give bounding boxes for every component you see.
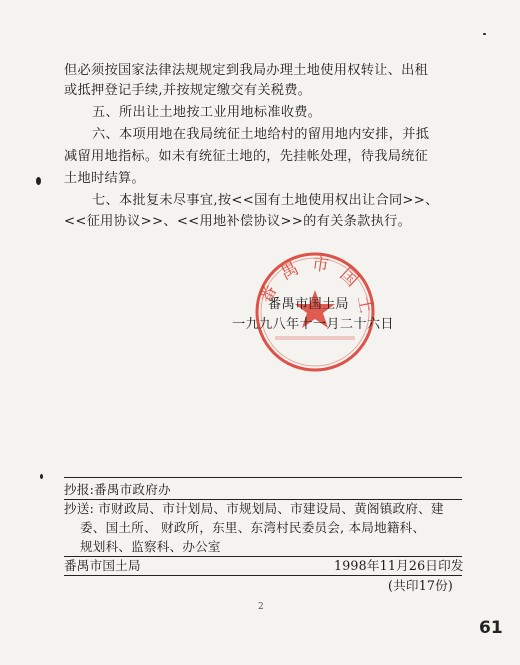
copy-to-line-3: 规划科、监察科、办公室 xyxy=(80,539,221,554)
body-line-6: 土地时结算。 xyxy=(64,171,145,186)
issuer-signature: 番禺市国土局 xyxy=(268,297,349,312)
book-page-number: 61 xyxy=(479,618,503,638)
copy-to-line-1: 抄送: 市财政局、市计划局、市规划局、市建设局、黄阁镇政府、建 xyxy=(64,501,444,516)
body-line-5: 减留用地指标。如未有统征土地的，先挂帐处理，待我局统征 xyxy=(64,149,429,164)
footer-issuer: 番禺市国土局 xyxy=(64,558,141,573)
body-line-8: <<征用协议>>、<<用地补偿协议>>的有关条款执行。 xyxy=(64,214,412,229)
body-line-3: 五、所出让土地按工业用地标准收费。 xyxy=(92,105,322,120)
report-to: 抄报:番禺市政府办 xyxy=(64,482,171,497)
scan-speck xyxy=(483,33,486,35)
inner-page-number: 2 xyxy=(258,602,264,612)
body-line-7: 七、本批复未尽事宜,按<<国有土地使用权出让合同>>、 xyxy=(92,193,439,208)
copy-to-line-2: 委、国土所、 财政所，东里、东湾村民委员会, 本局地籍科、 xyxy=(80,520,426,535)
body-line-1: 但必须按国家法律法规规定到我局办理土地使用权转让、出租 xyxy=(64,63,429,78)
scan-speck xyxy=(36,177,41,185)
body-line-2: 或抵押登记手续,并按规定缴交有关税费。 xyxy=(64,83,312,98)
issue-date: 一九九八年十一月二十六日 xyxy=(232,317,394,332)
copy-count: (共印17份) xyxy=(388,578,454,593)
rule-bottom xyxy=(64,575,462,576)
svg-text:番 禺 市 国 土: 番 禺 市 国 土 xyxy=(256,254,377,318)
rule-top xyxy=(64,477,462,478)
body-line-4: 六、本项用地在我局统征土地给村的留用地内安排，并抵 xyxy=(92,127,430,142)
scan-speck xyxy=(40,474,43,479)
print-date: 1998年11月26日印发 xyxy=(334,558,464,573)
